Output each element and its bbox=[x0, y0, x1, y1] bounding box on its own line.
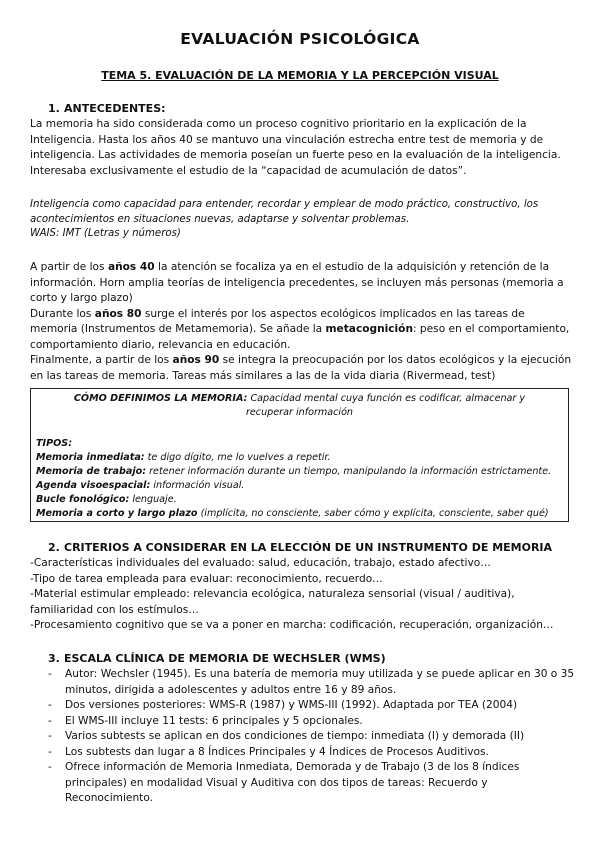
years-90-paragraph: Finalmente, a partir de los años 90 se integra la preocupación por los datos ecológicos y la ejecución en las tareas de memoria. Tareas más similares a las de la vida diaria (Rivermead, test) bbox=[30, 354, 572, 382]
section-2-title: CRITERIOS A CONSIDERAR EN LA ELECCIÓN DE UN INSTRUMENTO DE MEMORIA bbox=[64, 541, 553, 554]
quote-text: Inteligencia como capacidad para entender, recordar y emplear de modo práctico, constructivo, los acontecimientos en situaciones nuevas, adaptarse y solventar problemas. bbox=[30, 199, 539, 225]
memory-type-item: Memoria a corto y largo plazo (implícita, no consciente, saber cómo y explícita, consciente, saber qué) bbox=[36, 508, 549, 519]
wais-note: WAIS: IMT (Letras y números) bbox=[30, 228, 181, 239]
criteria-line: -Material estimular empleado: relevancia ecológica, naturaleza sensorial (visual / auditiva), familiaridad con los estímulos… bbox=[30, 588, 515, 616]
section-3-title: ESCALA CLÍNICA DE MEMORIA DE WECHSLER (WMS) bbox=[64, 652, 386, 665]
definition-label: CÓMO DEFINIMOS LA MEMORIA: bbox=[73, 393, 248, 404]
years-40-highlight: años 40 bbox=[107, 261, 155, 273]
years-40-paragraph: A partir de los años 40 la atención se focaliza ya en el estudio de la adquisición y retención de la información. Horn amplia teorías de inteligencia precedentes, se incluyen más personas (memoria a corto y largo plazo) bbox=[30, 261, 564, 304]
section-2-heading bbox=[48, 541, 552, 554]
memory-definition bbox=[31, 389, 568, 420]
section-1-heading bbox=[48, 102, 166, 115]
memory-types bbox=[36, 437, 551, 521]
document-title: EVALUACIÓN PSICOLÓGICA bbox=[180, 30, 420, 48]
wms-list-item: - El WMS-III incluye 11 tests: 6 principales y 5 opcionales. bbox=[48, 714, 363, 727]
memory-type-item: Memoria inmediata: te digo dígito, me lo vuelves a repetir. bbox=[36, 452, 331, 463]
section-3-number: 3. bbox=[48, 652, 60, 665]
intelligence-quote bbox=[30, 198, 575, 242]
definition-text: Capacidad mental cuya función es codificar, almacenar y recuperar información bbox=[245, 393, 526, 418]
section-3-heading bbox=[48, 652, 386, 665]
wms-list-item: - Ofrece información de Memoria Inmediata, Demorada y de Trabajo (3 de los 8 índices principales) en modalidad Visual y Auditiva con dos tipos de tareas: Recuerdo y Reconocimiento. bbox=[48, 761, 520, 804]
section-2-body bbox=[30, 556, 575, 634]
memory-type-item: Bucle fonológico: lenguaje. bbox=[36, 494, 177, 505]
section-1-body bbox=[30, 117, 575, 179]
wms-list-item: - Dos versiones posteriores: WMS-R (1987) y WMS-III (1992). Adaptada por TEA (2004) bbox=[48, 699, 518, 711]
memory-definition-box bbox=[30, 388, 569, 522]
wms-list bbox=[48, 667, 575, 807]
wms-list-item: - Los subtests dan lugar a 8 Índices Principales y 4 Índices de Procesos Auditivos. bbox=[48, 745, 489, 758]
memory-type-item: Memoria de trabajo: retener información durante un tiempo, manipulando la información estrictamente. bbox=[36, 466, 552, 477]
years-80-highlight: años 80 bbox=[94, 307, 142, 320]
years-80-paragraph: Durante los años 80 surge el interés por los aspectos ecológicos implicados en las tareas de memoria (Instrumentos de Metamemoria). Se añade la metacognición: peso en el comportamiento, comportamiento diario, relevancia en educación. bbox=[30, 307, 570, 351]
section-1-title: ANTECEDENTES: bbox=[64, 102, 166, 115]
criteria-line: -Características individuales del evaluado: salud, educación, trabajo, estado afectivo… bbox=[30, 557, 491, 569]
section-2-number: 2. bbox=[48, 541, 60, 554]
antecedentes-paragraph: La memoria ha sido considerada como un proceso cognitivo prioritario en la explicación de la Inteligencia. Hasta los años 40 se mantuvo una vinculación estrecha entre test de memoria y de inteligencia. Las actividades de memoria poseían un fuerte peso en la evaluación de la inteligencia. Interesaba exclusivamente el estudio de la “capacidad de acumulación de datos”. bbox=[30, 118, 561, 177]
criteria-line: -Tipo de tarea empleada para evaluar: reconocimiento, recuerdo… bbox=[30, 572, 383, 585]
criteria-line: -Procesamiento cognitivo que se va a poner en marcha: codificación, recuperación, organización… bbox=[30, 619, 554, 631]
topic-subtitle: TEMA 5. EVALUACIÓN DE LA MEMORIA Y LA PERCEPCIÓN VISUAL bbox=[101, 69, 499, 82]
types-label: TIPOS: bbox=[36, 438, 73, 449]
wms-list-item: - Autor: Wechsler (1945). Es una batería de memoria muy utilizada y se puede aplicar en 30 o 35 minutos, dirigida a adolescentes y adultos entre 16 y 89 años. bbox=[48, 668, 575, 696]
memory-type-item: Agenda visoespacial: información visual. bbox=[36, 480, 245, 491]
history-paragraphs bbox=[30, 260, 575, 384]
section-1-number: 1. bbox=[48, 102, 60, 115]
wms-list-item: - Varios subtests se aplican en dos condiciones de tiempo: inmediata (I) y demorada (II) bbox=[48, 730, 525, 742]
years-90-highlight: años 90 bbox=[172, 354, 220, 366]
metacognition-highlight: metacognición bbox=[325, 323, 413, 335]
